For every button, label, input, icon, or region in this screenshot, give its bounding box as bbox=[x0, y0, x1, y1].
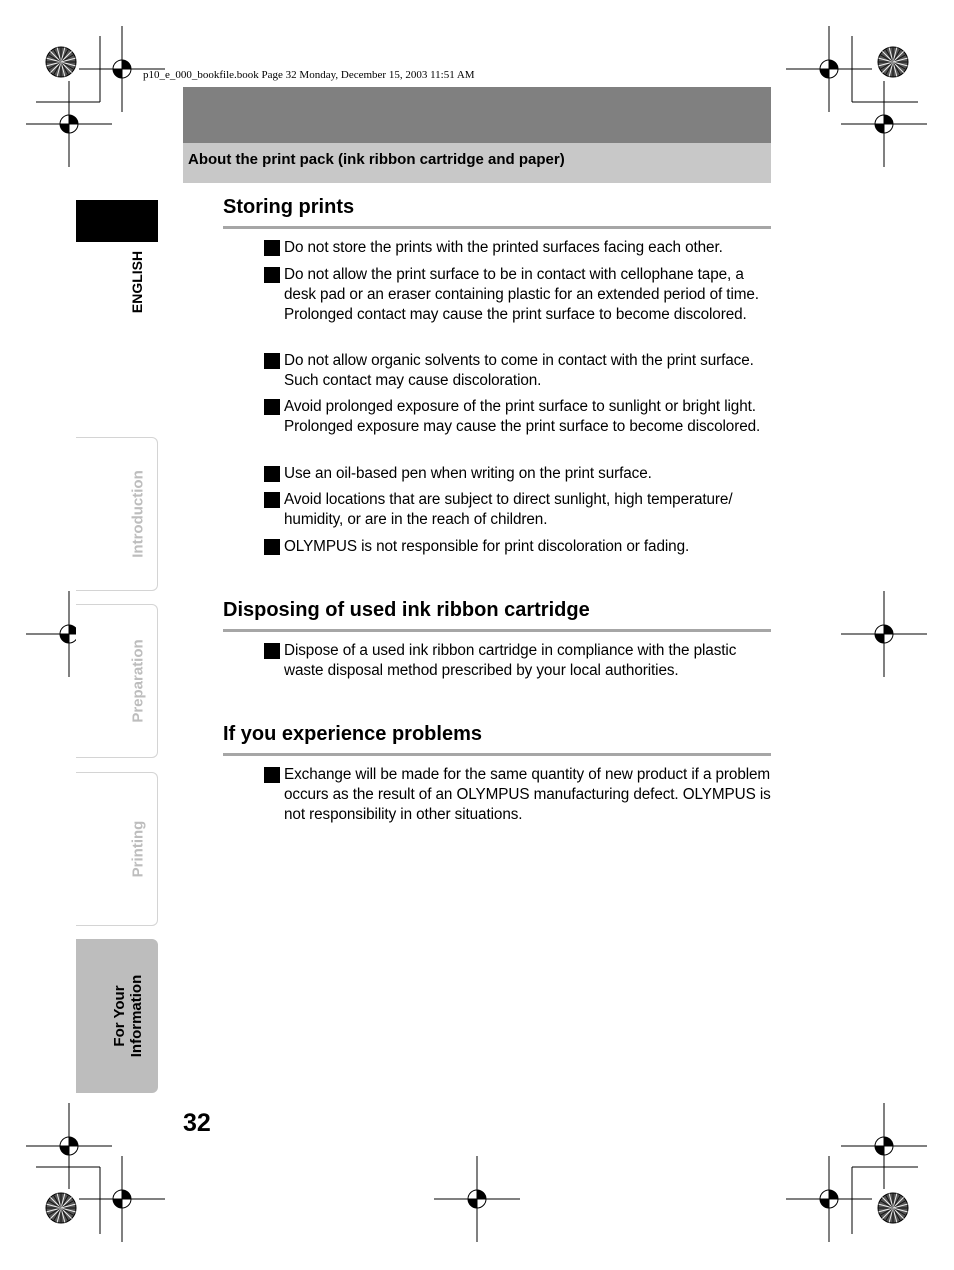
tab-printing[interactable] bbox=[76, 772, 158, 926]
bullet-square-icon bbox=[264, 767, 280, 783]
bullet-square-icon bbox=[264, 399, 280, 415]
crosshair-target-icon bbox=[26, 81, 112, 167]
list-item bbox=[264, 397, 774, 437]
section-title-problems: If you experience problems bbox=[223, 723, 482, 745]
tab-introduction-label: Introduction bbox=[129, 470, 147, 558]
bullet-square-icon bbox=[264, 240, 280, 256]
tab-info-label bbox=[111, 975, 145, 1058]
section-rule bbox=[223, 753, 771, 756]
list-item bbox=[264, 537, 774, 557]
section-rule bbox=[223, 226, 771, 229]
tab-introduction[interactable] bbox=[76, 437, 158, 591]
list-item-text: Dispose of a used ink ribbon cartridge in compliance with the plastic waste disposal method prescribed by your local authorities. bbox=[284, 642, 737, 679]
tab-for-your-information[interactable] bbox=[76, 939, 158, 1093]
crosshair-target-icon bbox=[841, 591, 927, 677]
list-item bbox=[264, 464, 774, 484]
tab-info-label-line2: Information bbox=[128, 974, 145, 1058]
list-item-text: Do not store the prints with the printed surfaces facing each other. bbox=[284, 239, 723, 256]
rosette-mark-icon bbox=[878, 47, 908, 77]
tab-preparation-label: Preparation bbox=[129, 639, 147, 723]
bullet-square-icon bbox=[264, 353, 280, 369]
language-marker bbox=[76, 200, 158, 242]
section-title-disposing: Disposing of used ink ribbon cartridge bbox=[223, 599, 590, 621]
bullet-square-icon bbox=[264, 643, 280, 659]
list-item bbox=[264, 641, 774, 681]
header-title: About the print pack (ink ribbon cartridge and paper) bbox=[188, 151, 565, 168]
section-title-storing-prints: Storing prints bbox=[223, 196, 355, 218]
bullet-square-icon bbox=[264, 466, 280, 482]
bullet-square-icon bbox=[264, 539, 280, 555]
crosshair-target-icon bbox=[79, 1156, 165, 1242]
list-item-text: Use an oil-based pen when writing on the print surface. bbox=[284, 465, 652, 482]
list-item-text: Do not allow the print surface to be in contact with cellophane tape, a desk pad or an eraser containing plastic for an extended period of time. Prolonged contact may cause the print surface to become discolored. bbox=[284, 266, 759, 323]
crosshair-target-icon bbox=[786, 26, 872, 112]
rosette-mark-icon bbox=[878, 1193, 908, 1223]
list-item-text: OLYMPUS is not responsible for print discoloration or fading. bbox=[284, 538, 690, 555]
crosshair-target-icon bbox=[841, 1103, 927, 1189]
list-item bbox=[264, 265, 774, 325]
bullet-square-icon bbox=[264, 492, 280, 508]
rosette-mark-icon bbox=[46, 1193, 76, 1223]
print-job-info: p10_e_000_bookfile.book Page 32 Monday, December 15, 2003 11:51 AM bbox=[143, 69, 475, 81]
list-item-text: Exchange will be made for the same quantity of new product if a problem occurs as the result of an OLYMPUS manufacturing defect. OLYMPUS is not responsibility in other situations. bbox=[284, 766, 771, 823]
page-number: 32 bbox=[183, 1109, 211, 1137]
bullet-square-icon bbox=[264, 267, 280, 283]
crosshair-target-icon bbox=[434, 1156, 520, 1242]
crosshair-target-icon bbox=[841, 81, 927, 167]
tab-info-label-line1: For Your bbox=[111, 985, 128, 1047]
list-item bbox=[264, 351, 774, 391]
list-item bbox=[264, 238, 774, 258]
list-item-text: Do not allow organic solvents to come in contact with the print surface. Such contact may cause discoloration. bbox=[284, 352, 754, 389]
list-item bbox=[264, 490, 774, 530]
header-band bbox=[183, 87, 771, 143]
crosshair-target-icon bbox=[26, 1103, 112, 1189]
tab-preparation[interactable] bbox=[76, 604, 158, 758]
crosshair-target-icon bbox=[786, 1156, 872, 1242]
rosette-mark-icon bbox=[46, 47, 76, 77]
list-item-text: Avoid prolonged exposure of the print surface to sunlight or bright light. Prolonged exposure may cause the print surface to become discolored. bbox=[284, 398, 761, 435]
tab-printing-label: Printing bbox=[129, 820, 147, 878]
language-label: ENGLISH bbox=[129, 250, 145, 314]
list-item bbox=[264, 765, 774, 825]
section-rule bbox=[223, 629, 771, 632]
list-item-text: Avoid locations that are subject to direct sunlight, high temperature/ humidity, or are in the reach of children. bbox=[284, 491, 733, 528]
